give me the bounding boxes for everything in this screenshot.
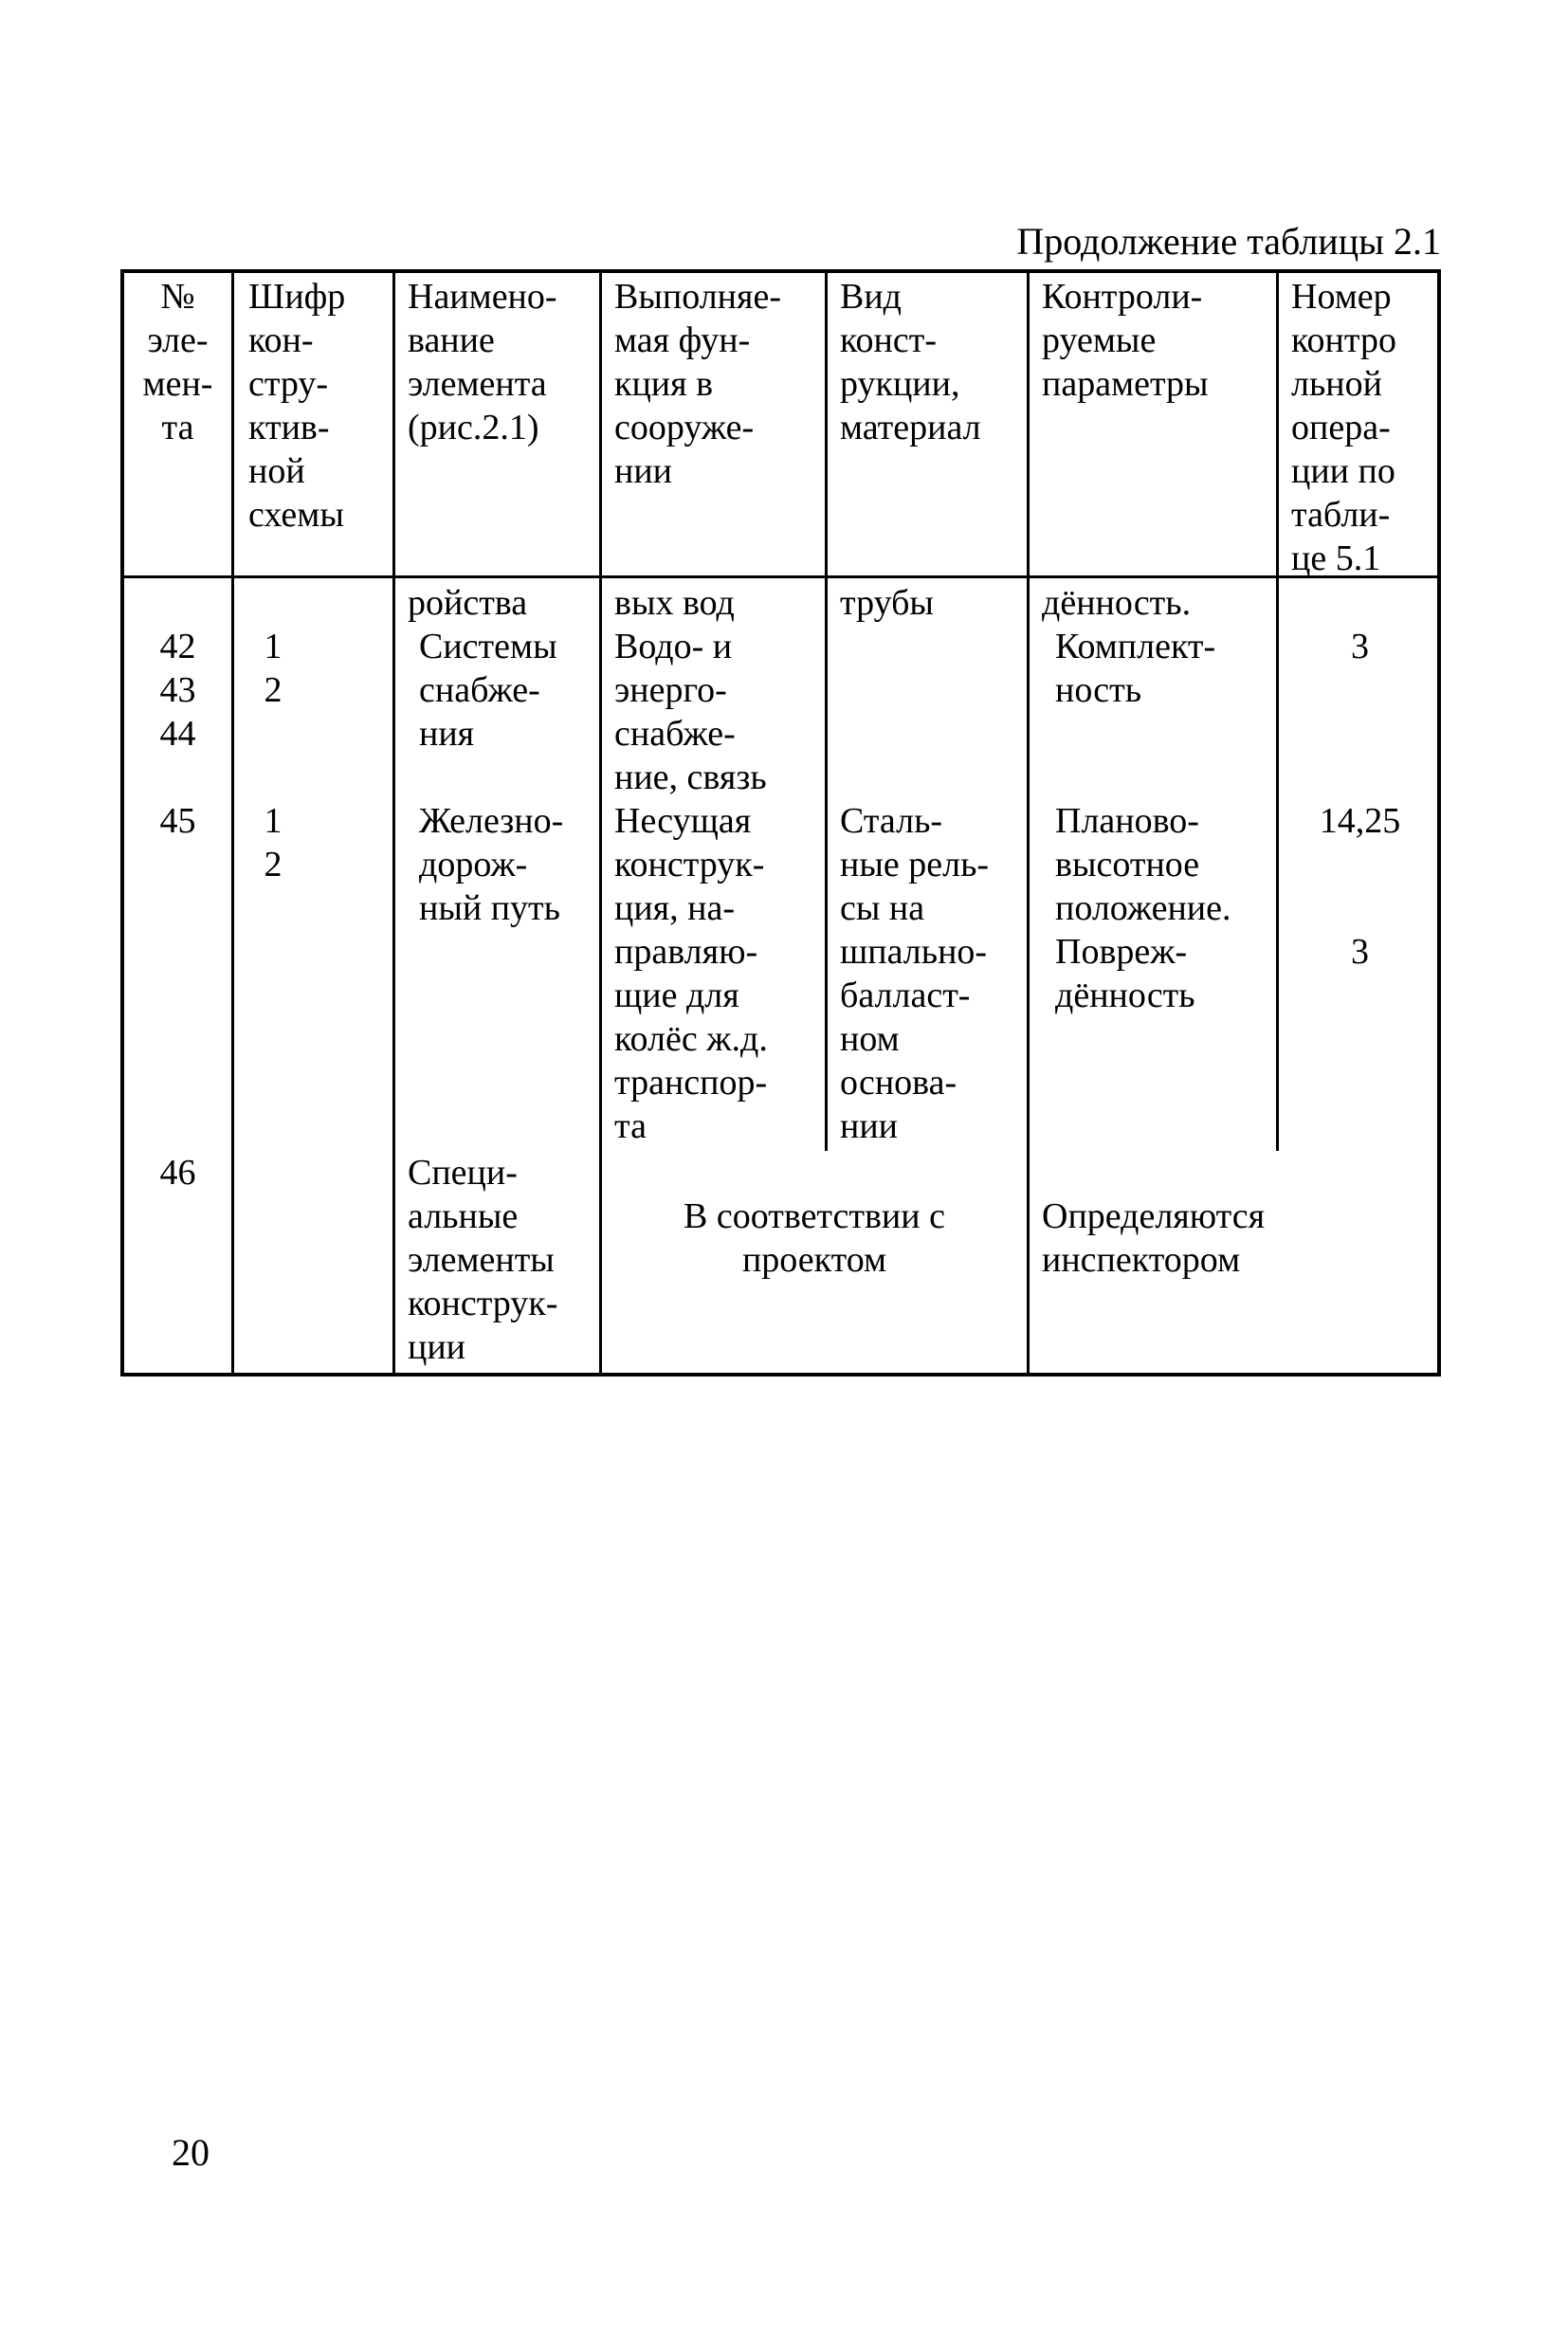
- row3-scheme-codes: 1 2: [264, 801, 283, 884]
- row4-element-number: 46: [159, 1153, 196, 1193]
- header-element-name: Наимено- вание элемента (рис.2.1): [408, 277, 557, 447]
- row2-element-name: Системы снабже- ния: [419, 627, 557, 754]
- row3-element-number: 45: [159, 801, 196, 841]
- page-number: 20: [172, 2131, 210, 2174]
- header-element-number: № эле- мен- та: [142, 277, 213, 447]
- row2-scheme-codes: 1 2: [264, 627, 283, 710]
- row3-function: Несущая конструк- ция, на- правляю- щие для колёс ж.д. транспор- та: [614, 801, 768, 1146]
- row1-controlled-parameters: дённость.: [1042, 583, 1192, 623]
- row4-element-name: Специ- альные элементы конструк- ции: [408, 1153, 558, 1367]
- row2-element-numbers: 42 43 44: [159, 627, 196, 754]
- header-scheme-code: Шифр кон- стру- ктив- ной схемы: [248, 277, 346, 535]
- row1-element-name: ройства: [408, 583, 528, 623]
- row4-per-project: В соответствии с проектом: [684, 1196, 945, 1280]
- row1-function: вых вод: [614, 583, 735, 623]
- row3-construction-type: Сталь- ные рель- сы на шпально- балласт- ном основа- нии: [840, 801, 990, 1146]
- table-caption: Продолжение таблицы 2.1: [1016, 220, 1441, 263]
- header-operation-number: Номер контро льной опера- ции по табли- це 5.1: [1291, 277, 1396, 578]
- col-divider-5: [1027, 269, 1030, 1377]
- col-divider-6: [1276, 269, 1279, 1151]
- header-construction-type: Вид конст- рукции, материал: [840, 277, 981, 447]
- col-divider-1: [231, 269, 234, 1377]
- row1-construction-type: трубы: [840, 583, 934, 623]
- col-divider-4: [825, 269, 828, 1151]
- row3-operation-number-a: 14,25: [1319, 801, 1401, 841]
- row3-operation-number-b: 3: [1351, 932, 1369, 972]
- row3-controlled-parameters-a: Планово- высотное положение.: [1055, 801, 1231, 928]
- header-function: Выполняе- мая фун- кция в сооруже- нии: [614, 277, 782, 491]
- row2-function: Водо- и энерго- снабже- ние, связь: [614, 627, 767, 797]
- col-divider-2: [392, 269, 395, 1377]
- row4-determined-by-inspector: Определяются инспектором: [1042, 1196, 1266, 1280]
- header-controlled-parameters: Контроли- руемые параметры: [1042, 277, 1209, 404]
- row3-controlled-parameters-b: Повреж- дённость: [1055, 932, 1195, 1015]
- row2-operation-number: 3: [1351, 627, 1369, 666]
- header-divider: [120, 575, 1441, 578]
- row3-element-name: Железно- дорож- ный путь: [419, 801, 564, 928]
- row2-controlled-parameters: Комплект- ность: [1055, 627, 1216, 710]
